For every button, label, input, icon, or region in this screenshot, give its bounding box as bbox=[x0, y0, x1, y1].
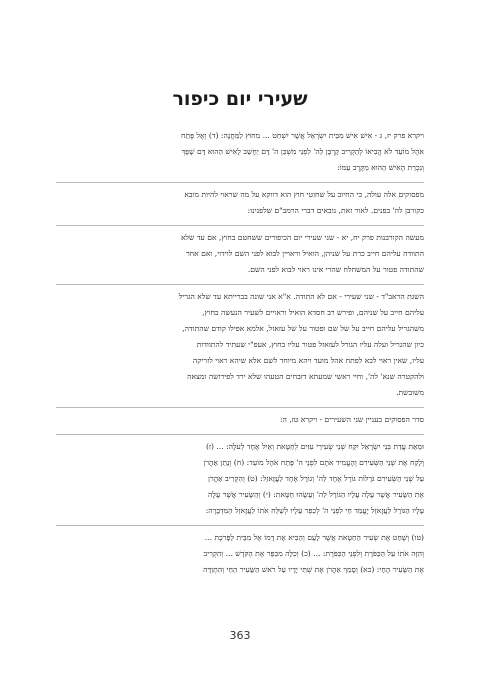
paragraph-vayikra-17 bbox=[56, 128, 424, 176]
page-title: שעירי יום כיפור bbox=[172, 88, 308, 110]
text-line: התוודה עליהם חייב כרת על שניהן, הואיל וראויין לבוא לפני השם לוידוי, ואם אחר bbox=[185, 249, 424, 258]
text-line: ויקרא פרק יז, ג - אִישׁ אִישׁ מִבֵּית יִשְׂרָאֵל אֲשֶׁר יִשְׁחַט ... מִחוּץ לַמַּחֲנֶה: (ד) וְאֶל פֶּתַח bbox=[180, 131, 424, 140]
paragraph-vayikra-16-a bbox=[56, 434, 424, 519]
text-line: מעשה הקורבנות פרק יח, יא - שני שעירי יום הכיפורים ששחטם בחוץ, אם עד שלא bbox=[180, 233, 424, 242]
text-line: שהתודה פטור על המשחלח שהרי אינו ראוי לבוא לפני השם. bbox=[247, 265, 424, 274]
text-line: עָלָיו הַגּוֹרָל לַעֲזָאזֵל יָעֳמַד חַי לִפְנֵי ה' לְכַפֵּר עָלָיו לְשַׁלַּח אֹתוֹ לַעֲזָאזֵל הַמִּדְבָּרָה: bbox=[205, 506, 424, 515]
paragraph-raavad bbox=[56, 284, 424, 401]
paragraph-vayikra-16-b bbox=[56, 525, 424, 578]
paragraph-verse-order bbox=[56, 407, 424, 428]
text-line: עליו, שאין ראוי לבא לפתח אהל מועד ויהא מיוחד לשם אלא שיהא ראוי לזריקה bbox=[192, 356, 424, 365]
text-line: אֶת הַשָּׂעִיר אֲשֶׁר עָלָה עָלָיו הַגּוֹרָל לַה' וְעָשָׂהוּ חַטָּאת: (י) וְהַשָּׂעִיר אֲשֶׁר עָלָה bbox=[208, 490, 424, 499]
text-line: אֶת הַשָּׂעִיר הֶחָי: (כא) וְסָמַךְ אַהֲרֹן אֶת שְׁתֵּי יָדָיו עַל רֹאשׁ הַשָּׂעִיר הַחַי וְהִתְוַדָּה bbox=[203, 565, 424, 574]
page-number: 363 bbox=[229, 629, 251, 642]
text-line: משובשת. bbox=[396, 388, 424, 397]
text-line: השגת הראב"ד - שני שעירי - אם לא התודה. א"א אני שונה בברייתא עד שלא הגריל bbox=[178, 292, 424, 301]
text-line: (טו) וְשָׁחַט אֶת שְׂעִיר הַחַטָּאת אֲשֶׁר לָעָם וְהֵבִיא אֶת דָּמוֹ אֶל מִבֵּית לַפָּרֹכֶת ... bbox=[204, 533, 424, 542]
text-line: אֹהֶל מוֹעֵד לֹא הֱבִיאוֹ לְהַקְרִיב קָרְבָּן לַה' לִפְנֵי מִשְׁכַּן ה' דָּם יֵחָשֵׁב לָאִישׁ הַהוּא דָּם שָׁפָךְ bbox=[181, 147, 424, 156]
paragraph-rambam bbox=[56, 225, 424, 278]
text-line: מפסוקים אלה עולה, כי החיוב על שחוטי חוץ הוא דווקא על מה שראוי להיות מובא bbox=[184, 190, 424, 199]
body-text bbox=[56, 128, 424, 578]
paragraph-commentary bbox=[56, 182, 424, 219]
text-line: עליהם חייב על שניהם, ופירש רב חסדא הואיל וראויים לשעיר הנעשה בחוץ, bbox=[202, 308, 424, 317]
text-line: וְנִכְרַת הָאִישׁ הַהוּא מִקֶּרֶב עַמּוֹ: bbox=[337, 163, 424, 172]
text-line: עַל שְׁנֵי הַשְּׂעִירִם גֹּרָלוֹת גּוֹרָל אֶחָד לַה' וְגוֹרָל אֶחָד לַעֲזָאזֵל: (ט) וְהִקְרִיב אַהֲרֹן bbox=[208, 474, 424, 483]
text-line: וּמֵאֵת עֲדַת בְּנֵי יִשְׂרָאֵל יִקַּח שְׁנֵי שְׂעִירֵי עִזִּים לְחַטָּאת וְאַיִל אֶחָד לְעֹלָה: ... (ז) bbox=[205, 442, 424, 451]
text-line: וְלָקַח אֶת שְׁנֵי הַשְּׂעִירִם וְהֶעֱמִיד אֹתָם לִפְנֵי ה' פֶּתַח אֹהֶל מוֹעֵד: (ח) וְנָתַן אַהֲרֹן bbox=[203, 458, 424, 467]
text-line: כיון שהגריל ועלה עליו הגורל לעזאזל פטור עליו בחוץ, אעפ"י שעתיד להתוודות bbox=[196, 340, 424, 349]
text-line: ולהקטרה שנא' לה', וחיי ראשי שמעתא דזבחים הטעהו שלא ירד לפירושה ומצאה bbox=[187, 372, 424, 381]
text-line: וְהִזָּה אֹתוֹ עַל הַכַּפֹּרֶת וְלִפְנֵי הַכַּפֹּרֶת: ... (כ) וְכִלָּה מִכַּפֵּר אֶת הַקֹּדֶשׁ ... וְהִקְרִיב bbox=[203, 549, 424, 558]
text-line: סדר הפסוקים בעניין שני השעירים - ויקרא טז, ה: bbox=[280, 415, 424, 424]
text-line: כקורבן לה' בפנים. לאור זאת, נובאים דברי הרמב"ם שלפנינו: bbox=[247, 206, 424, 215]
text-line: משהגריל עליהם חייב על של שם ופטור על של עזאזל, אלמא אפילו קודם שהתודה, bbox=[182, 324, 424, 333]
